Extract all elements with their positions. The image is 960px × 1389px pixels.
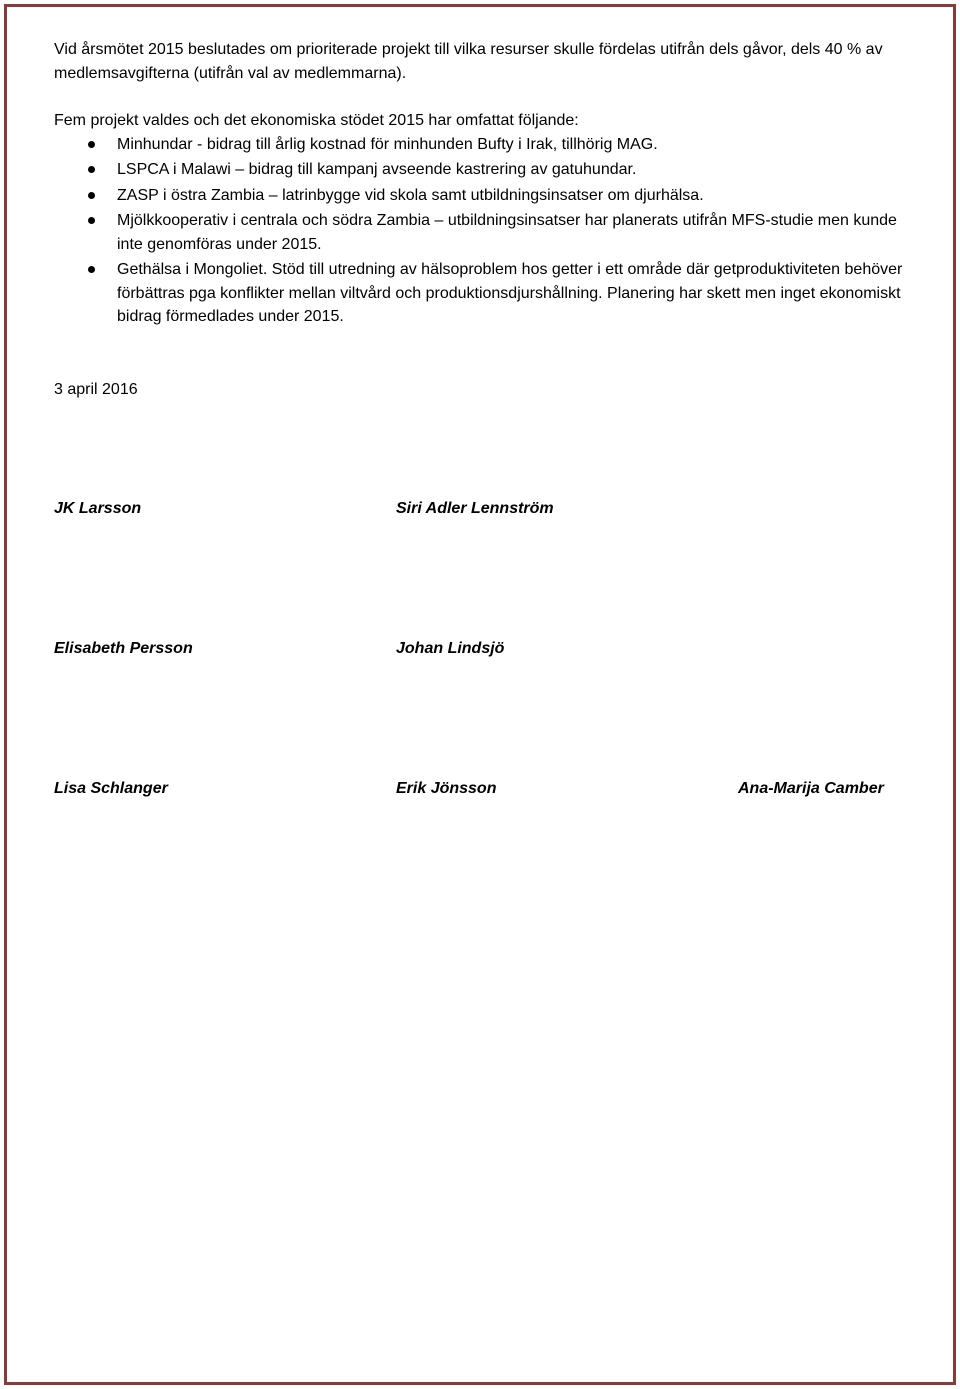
paragraph-spacer xyxy=(54,85,904,109)
bullet-icon xyxy=(88,166,95,173)
bullet-icon xyxy=(88,192,95,199)
projects-heading: Fem projekt valdes och det ekonomiska stödet 2015 har omfattat följande: xyxy=(54,112,579,129)
list-item xyxy=(54,158,904,182)
project-text: Mjölkkooperativ i centrala och södra Zambia – utbildningsinsatser har planerats utifrån MFS-studie men kunde inte genomföras under 2015. xyxy=(117,212,897,253)
list-item xyxy=(54,184,904,208)
project-text: Minhundar - bidrag till årlig kostnad för minhunden Bufty i Irak, tillhörig MAG. xyxy=(117,135,658,153)
signature-name: Elisabeth Persson xyxy=(54,640,193,657)
signature-name: Ana-Marija Camber xyxy=(738,780,884,797)
signature-name: Erik Jönsson xyxy=(396,780,497,797)
project-text: LSPCA i Malawi – bidrag till kampanj avseende kastrering av gatuhundar. xyxy=(117,161,637,178)
signature-name: Lisa Schlanger xyxy=(54,780,168,797)
bullet-icon xyxy=(88,217,95,224)
intro-paragraph: Vid årsmötet 2015 beslutades om prioriterade projekt till vilka resurser skulle fördelas utifrån dels gåvor, dels 40 % av medlemsavgifterna (utifrån val av medlemmarna). xyxy=(54,41,883,82)
bullet-icon xyxy=(88,141,95,148)
signature-name: Siri Adler Lennström xyxy=(396,500,554,517)
document-date: 3 april 2016 xyxy=(54,381,138,398)
project-text: Gethälsa i Mongoliet. Stöd till utredning av hälsoproblem hos getter i ett område där getproduktiviteten behöver förbättras pga konflikter mellan viltvård och produktionsdjurshållning. Planering har skett men inget ekonomiskt bidrag förmedlades under 2015. xyxy=(117,261,903,325)
project-text: ZASP i östra Zambia – latrinbygge vid skola samt utbildningsinsatser om djurhälsa. xyxy=(117,186,704,204)
document-body xyxy=(54,38,904,331)
signature-name: JK Larsson xyxy=(54,500,142,517)
signature-name: Johan Lindsjö xyxy=(396,640,505,657)
list-item xyxy=(54,133,904,157)
list-item xyxy=(54,258,904,329)
list-item xyxy=(54,209,904,256)
bullet-icon xyxy=(88,266,95,273)
project-list xyxy=(54,133,904,329)
